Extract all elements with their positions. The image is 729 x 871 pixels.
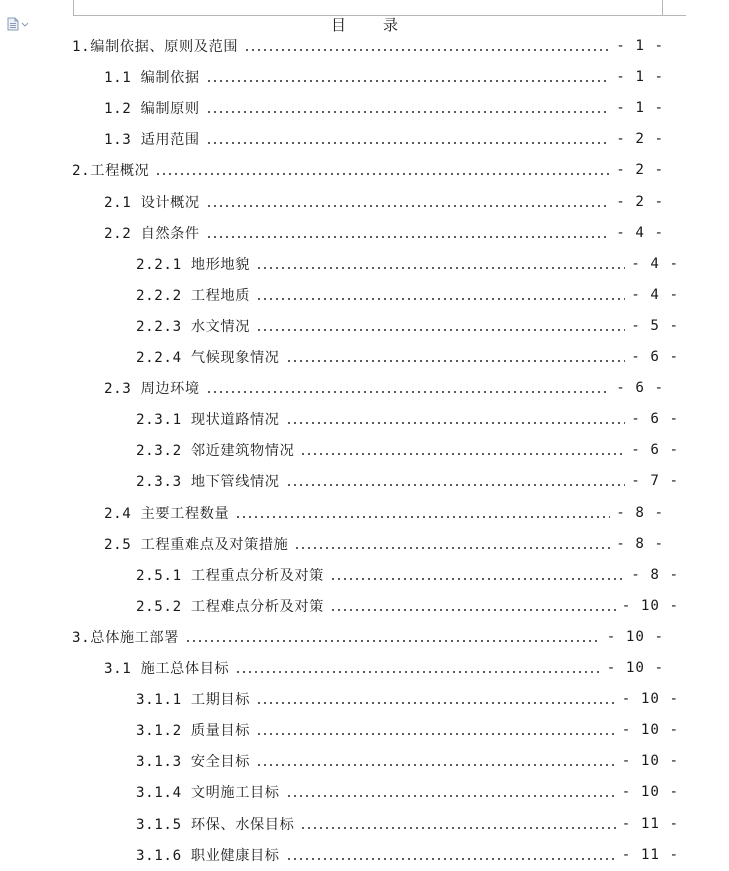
- toc-page-number: - 10 -: [621, 753, 679, 770]
- toc-entry[interactable]: [136, 316, 679, 336]
- toc-page-number: - 6 -: [631, 442, 679, 459]
- toc-entry[interactable]: [104, 503, 664, 523]
- toc-page-number: - 10 -: [606, 660, 664, 676]
- toc-dot-leader: [256, 702, 616, 704]
- toc-entry-title: 1.编制依据、原则及范围: [72, 39, 239, 55]
- toc-entry-title: 2.2.1 地形地貌: [136, 256, 250, 273]
- toc-page-number: - 8 -: [616, 504, 664, 521]
- toc-entry[interactable]: [136, 720, 679, 740]
- toc-entry[interactable]: [136, 409, 679, 429]
- toc-entry[interactable]: [104, 223, 664, 243]
- toc-entry[interactable]: [136, 347, 679, 367]
- toc-page-number: - 6 -: [616, 380, 664, 397]
- toc-entry[interactable]: [72, 627, 664, 647]
- toc-dot-leader: [185, 640, 601, 642]
- toc-page-number: - 10 -: [621, 722, 679, 739]
- toc-dot-leader: [244, 49, 610, 51]
- toc-entry-title: 2.工程概况: [72, 163, 150, 180]
- toc-entry[interactable]: [136, 254, 679, 274]
- toc-page-number: - 4 -: [631, 286, 679, 303]
- toc-entry-title: 1.1 编制依据: [104, 70, 200, 87]
- toc-dot-leader: [206, 111, 611, 113]
- toc-dot-leader: [286, 795, 616, 797]
- toc-entry[interactable]: [72, 160, 664, 180]
- toc-dot-leader: [256, 267, 625, 269]
- toc-dot-leader: [330, 609, 616, 611]
- toc-page-number: - 2 -: [616, 162, 664, 179]
- toc-dot-leader: [206, 142, 611, 144]
- toc-page-number: - 1 -: [616, 38, 664, 54]
- toc-entry-title: 1.3 适用范围: [104, 132, 200, 149]
- toc-entry-title: 3.1.3 安全目标: [136, 754, 250, 771]
- toc-entry-title: 2.2.2 工程地质: [136, 287, 250, 304]
- toc-entry[interactable]: [104, 378, 664, 398]
- toc-entry-title: 2.2 自然条件: [104, 225, 200, 242]
- toc-entry[interactable]: [136, 845, 679, 865]
- toc-page-number: - 10 -: [621, 691, 679, 708]
- toc-page-number: - 6 -: [631, 411, 679, 428]
- toc-entry[interactable]: [136, 471, 679, 491]
- toc-page-number: - 11 -: [621, 815, 679, 832]
- toc-title: 目 录: [330, 16, 413, 34]
- toc-entry[interactable]: [104, 658, 664, 678]
- toc-page-number: - 10 -: [621, 597, 679, 614]
- toc-entry[interactable]: [136, 596, 679, 616]
- toc-entry[interactable]: [136, 782, 679, 802]
- toc-entry-title: 2.5 工程重难点及对策措施: [104, 536, 289, 553]
- toc-page-number: - 2 -: [616, 193, 664, 210]
- toc-page-number: - 2 -: [616, 131, 664, 148]
- toc-dot-leader: [235, 671, 600, 673]
- toc-entry-title: 1.2 编制原则: [104, 101, 200, 118]
- toc-dot-leader: [206, 236, 611, 238]
- toc-entry-title: 2.3 周边环境: [104, 381, 200, 398]
- toc-dot-leader: [155, 173, 610, 175]
- toc-dot-leader: [206, 205, 611, 207]
- toc-dot-leader: [294, 547, 610, 549]
- toc-page-number: - 10 -: [606, 628, 664, 645]
- toc-dot-leader: [286, 484, 626, 486]
- toc-entry[interactable]: [72, 36, 664, 56]
- toc-page-number: - 5 -: [631, 317, 679, 334]
- toc-entry-title: 2.4 主要工程数量: [104, 505, 230, 522]
- toc-page-number: - 8 -: [631, 566, 679, 583]
- toc-entry[interactable]: [104, 98, 664, 118]
- toc-dot-leader: [330, 578, 625, 580]
- toc-entry-title: 3.1.6 职业健康目标: [136, 847, 280, 864]
- toc-entry[interactable]: [136, 440, 679, 460]
- toc-entry-title: 3.1 施工总体目标: [104, 661, 230, 677]
- toc-entry-title: 2.3.2 邻近建筑物情况: [136, 443, 295, 460]
- toc-page-number: - 4 -: [616, 224, 664, 241]
- toc-dot-leader: [286, 858, 616, 860]
- toc-entry-title: 3.1.1 工期目标: [136, 692, 250, 709]
- toc-entry-title: 3.1.5 环保、水保目标: [136, 816, 295, 833]
- toc-dot-leader: [286, 360, 626, 362]
- toc-dot-leader: [286, 422, 626, 424]
- toc-page-number: - 7 -: [631, 473, 679, 490]
- toc-entry[interactable]: [104, 67, 664, 87]
- toc-entry-title: 2.5.1 工程重点分析及对策: [136, 567, 324, 584]
- toc-page-number: - 4 -: [631, 255, 679, 272]
- toc-dot-leader: [256, 733, 616, 735]
- toc-entry[interactable]: [136, 814, 679, 834]
- toc-page-number: - 8 -: [616, 535, 664, 552]
- toc-page-number: - 6 -: [631, 349, 679, 365]
- toc-entry[interactable]: [136, 751, 679, 771]
- toc-page-number: - 1 -: [616, 69, 664, 86]
- toc-entry-title: 2.2.4 气候现象情况: [136, 350, 280, 366]
- toc-entry[interactable]: [104, 129, 664, 149]
- toc-dot-leader: [300, 827, 615, 829]
- toc-entry[interactable]: [136, 565, 679, 585]
- toc-entry-title: 2.3.3 地下管线情况: [136, 474, 280, 491]
- toc-entry-title: 3.总体施工部署: [72, 629, 180, 646]
- toc-dot-leader: [256, 764, 616, 766]
- toc-entry-title: 3.1.4 文明施工目标: [136, 785, 280, 802]
- toc-page-number: - 10 -: [621, 784, 679, 801]
- toc-dot-leader: [235, 516, 610, 518]
- toc-dot-leader: [300, 453, 625, 455]
- toc-entry-title: 2.3.1 现状道路情况: [136, 412, 280, 429]
- toc-page-number: - 1 -: [616, 100, 664, 117]
- toc-dot-leader: [256, 298, 625, 300]
- toc-entry-title: 2.5.2 工程难点分析及对策: [136, 598, 324, 615]
- toc-entry[interactable]: [104, 534, 664, 554]
- toc-entry[interactable]: [104, 192, 664, 212]
- toc-entry[interactable]: [136, 689, 679, 709]
- toc-dot-leader: [256, 329, 625, 331]
- toc-entry[interactable]: [136, 285, 679, 305]
- toc-entry-title: 2.1 设计概况: [104, 194, 200, 211]
- toc-entry-title: 2.2.3 水文情况: [136, 318, 250, 335]
- toc-entry-title: 3.1.2 质量目标: [136, 723, 250, 740]
- toc-dot-leader: [206, 80, 611, 82]
- toc-page-number: - 11 -: [621, 846, 679, 863]
- toc-dot-leader: [206, 391, 611, 393]
